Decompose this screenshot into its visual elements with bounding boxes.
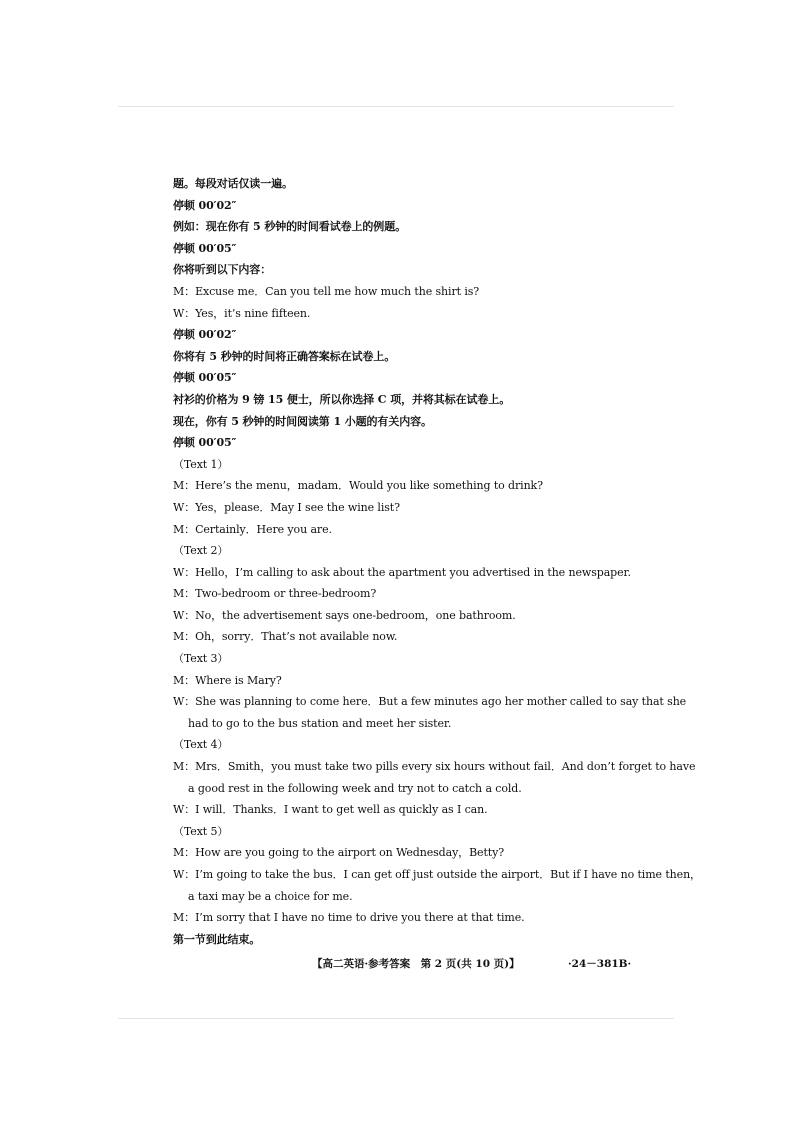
transcript-line: M：I’m sorry that I have no time to drive you there at that time. bbox=[173, 911, 525, 925]
transcript-line: 衬衫的价格为 9 镑 15 便士，所以你选择 C 项，并将其标在试卷上。 bbox=[173, 392, 511, 406]
transcript-line: 停顿 00′05″ bbox=[173, 241, 237, 255]
transcript-line: W：She was planning to come here．But a few minutes ago her mother called to say that she bbox=[173, 695, 687, 709]
transcript-line: W：I’m going to take the bus．I can get off just outside the airport．But if I have no time then， bbox=[173, 868, 701, 881]
transcript-line: M：Oh，sorry．That’s not available now. bbox=[173, 630, 398, 644]
transcript-body bbox=[173, 173, 701, 950]
transcript-line: 例如：现在你有 5 秒钟的时间看试卷上的例题。 bbox=[173, 220, 407, 234]
transcript-line: M：Here’s the menu，madam．Would you like something to drink? bbox=[173, 479, 543, 493]
top-divider bbox=[118, 106, 674, 107]
transcript-line: M：Mrs．Smith，you must take two pills every six hours without fail．And don’t forget to have bbox=[173, 760, 696, 774]
transcript-line: 停顿 00′05″ bbox=[173, 436, 237, 450]
transcript-line: 你将有 5 秒钟的时间将正确答案标在试卷上。 bbox=[173, 349, 396, 363]
transcript-line: 停顿 00′02″ bbox=[173, 328, 237, 342]
footer-code: ·24－381B· bbox=[568, 958, 632, 970]
transcript-line: W：No，the advertisement says one-bedroom，one bathroom. bbox=[173, 608, 516, 622]
transcript-line: W：I will．Thanks．I want to get well as quickly as I can. bbox=[173, 803, 488, 817]
transcript-line: a good rest in the following week and try not to catch a cold. bbox=[188, 781, 522, 795]
transcript-line: 题。每段对话仅读一遍。 bbox=[173, 177, 293, 190]
transcript-line: M：Excuse me．Can you tell me how much the shirt is? bbox=[173, 284, 480, 298]
transcript-line: 现在，你有 5 秒钟的时间阅读第 1 小题的有关内容。 bbox=[173, 414, 432, 428]
transcript-line: （Text 2） bbox=[173, 544, 229, 558]
transcript-line: （Text 1） bbox=[173, 457, 229, 471]
bottom-divider bbox=[118, 1018, 674, 1019]
transcript-line: M：Two-bedroom or three-bedroom? bbox=[173, 587, 377, 601]
transcript-line: 停顿 00′05″ bbox=[173, 371, 237, 385]
page-footer bbox=[0, 956, 794, 974]
transcript-line: 你将听到以下内容： bbox=[173, 263, 272, 277]
transcript-line: （Text 4） bbox=[173, 738, 229, 752]
transcript-line: 第一节到此结束。 bbox=[173, 932, 261, 946]
transcript-line: M：Certainly．Here you are. bbox=[173, 522, 332, 536]
transcript-line: 停顿 00′02″ bbox=[173, 198, 237, 212]
transcript-line: W：Yes，please．May I see the wine list? bbox=[173, 500, 400, 514]
transcript-line: M：How are you going to the airport on Wednesday，Betty? bbox=[173, 846, 505, 860]
footer-page-info: 【高二英语·参考答案 第 2 页(共 10 页)】 bbox=[312, 958, 520, 970]
transcript-line: M：Where is Mary? bbox=[173, 673, 282, 687]
transcript-line: W：Hello，I’m calling to ask about the apartment you advertised in the newspaper. bbox=[173, 565, 631, 579]
transcript-line: a taxi may be a choice for me. bbox=[188, 889, 353, 903]
transcript-line: had to go to the bus station and meet her sister. bbox=[188, 716, 452, 730]
transcript-line: W：Yes，it’s nine fifteen. bbox=[173, 306, 311, 320]
transcript-line: （Text 5） bbox=[173, 824, 229, 838]
transcript-line: （Text 3） bbox=[173, 652, 229, 666]
